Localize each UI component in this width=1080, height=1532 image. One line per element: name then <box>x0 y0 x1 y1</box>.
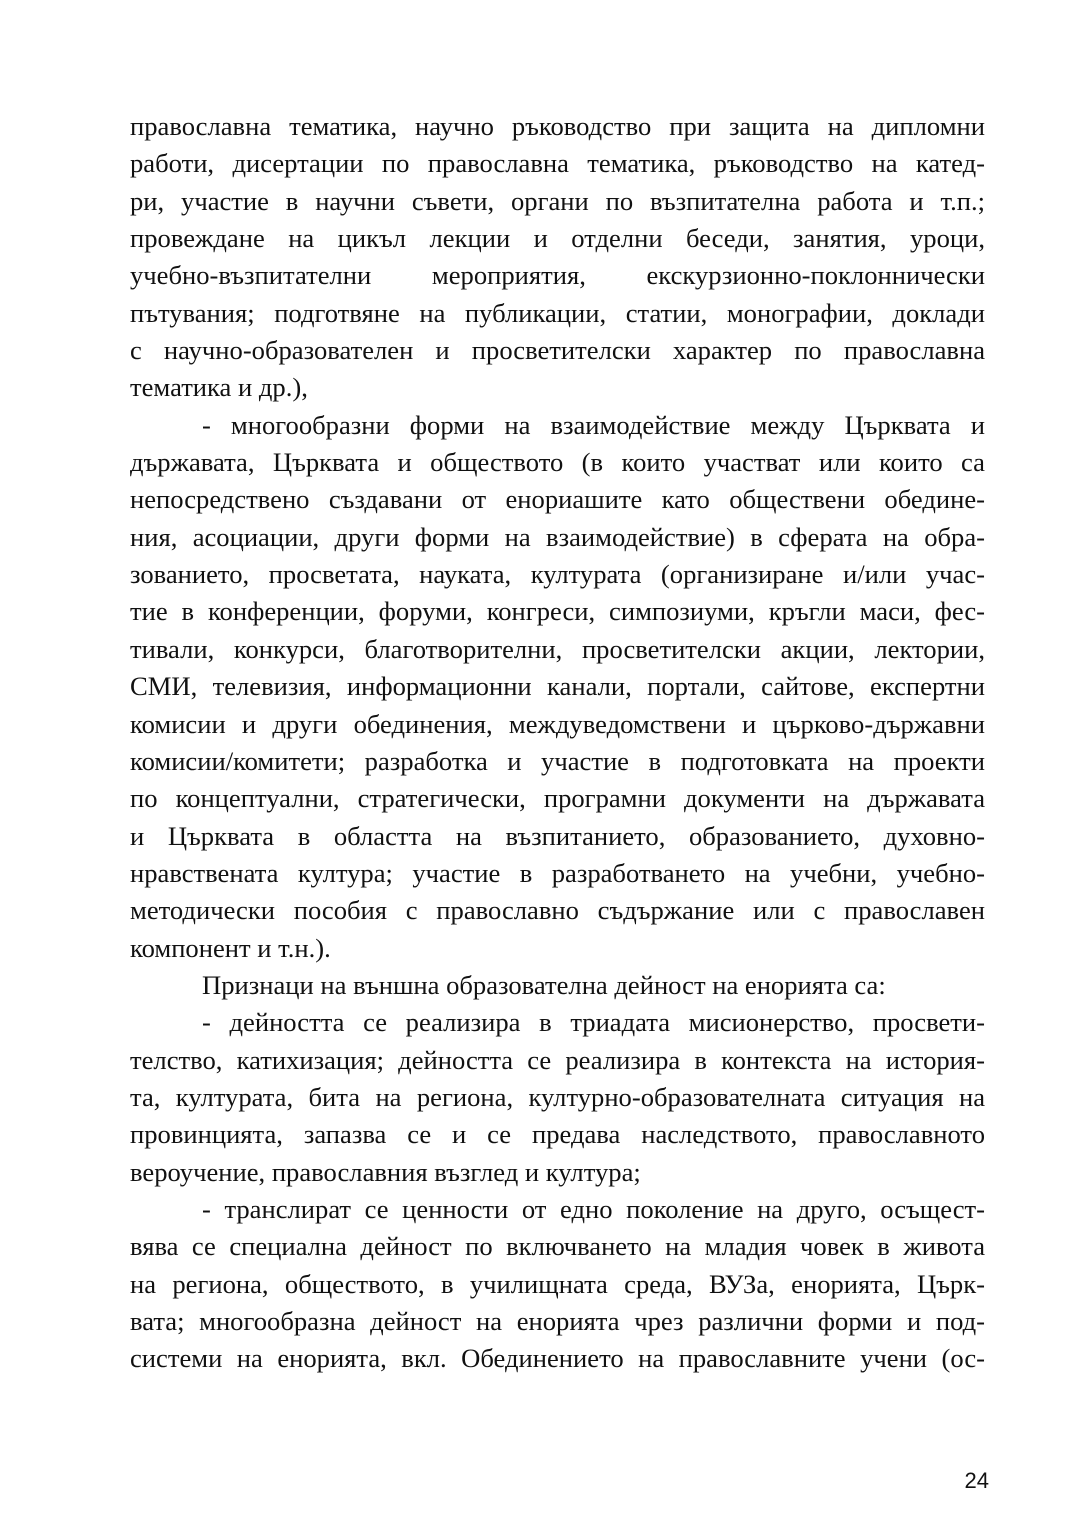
text-line: учебно-възпитателни мероприятия, екскурзионно-поклоннически <box>130 260 985 291</box>
text-line: - дейността се реализира в триадата мисионерство, просвети- <box>202 1007 985 1038</box>
text-line: вява се специална дейност по включването на младия човек в живота <box>130 1231 985 1262</box>
text-line: на региона, обществото, в училищната среда, ВУЗа, енорията, Църк- <box>130 1268 985 1299</box>
text-line: та, културата, бита на региона, културно-образователната ситуация на <box>130 1081 985 1112</box>
text-line: тематика и др.), <box>130 372 308 403</box>
text-line: - многообразни форми на взаимодействие между Църквата и <box>202 409 985 440</box>
text-line: - транслират се ценности от едно поколение на друго, осъщест- <box>202 1193 985 1224</box>
paragraph <box>130 407 985 967</box>
text-line: Признаци на външна образователна дейност на енорията са: <box>202 969 886 1000</box>
text-line: СМИ, телевизия, информационни канали, портали, сайтове, експертни <box>130 671 985 702</box>
text-line: методически пособия с православно съдържание или с православен <box>130 895 985 926</box>
text-line: държавата, Църквата и обществото (в които участват или които са <box>130 447 985 478</box>
paragraph <box>130 967 985 1004</box>
paragraph <box>130 1004 985 1191</box>
text-line: по концептуални, стратегически, програмни документи на държавата <box>130 783 985 814</box>
text-line: компонент и т.н.). <box>130 932 331 963</box>
text-line: провинцията, запазва се и се предава наследството, православното <box>130 1119 985 1150</box>
text-line: пътувания; подготвяне на публикации, статии, монографии, доклади <box>130 297 985 328</box>
text-line: вата; многообразна дейност на енорията чрез различни форми и под- <box>130 1306 985 1336</box>
text-line: тивали, конкурси, благотворителни, просветителски акции, лектории, <box>130 633 985 664</box>
text-line: зованието, просветата, науката, културата (организиране и/или учас- <box>130 559 985 590</box>
text-line: комисии и други обединения, междуведомствени и църково-държавни <box>130 708 985 739</box>
text-line: комисии/комитети; разработка и участие в подготовката на проекти <box>130 745 985 776</box>
text-line: системи на енорията, вкл. Обединението на православните учени (ос- <box>130 1343 985 1374</box>
text-line: ри, участие в научни съвети, органи по възпитателна работа и т.п.; <box>130 185 985 216</box>
text-line: работи, дисертации по православна тематика, ръководство на катед- <box>130 148 985 179</box>
text-line: телство, катихизация; дейността се реализира в контекста на история- <box>130 1044 985 1075</box>
paragraph <box>130 1191 985 1378</box>
text-line: православна тематика, научно ръководство при защита на дипломни <box>130 111 985 141</box>
text-line: провеждане на цикъл лекции и отделни беседи, занятия, уроци, <box>130 223 985 254</box>
text-line: вероучение, православния възглед и култура; <box>130 1156 641 1187</box>
text-line: с научно-образователен и просветителски характер по православна <box>130 335 985 366</box>
text-line: и Църквата в областта на възпитанието, образованието, духовно- <box>130 820 985 851</box>
paragraph <box>130 108 985 407</box>
page-number: 24 <box>964 1468 989 1493</box>
text-line: нравствената култура; участие в разработването на учебни, учебно- <box>130 857 985 888</box>
text-line: непосредствено създавани от енориашите като обществени обедине- <box>130 484 985 515</box>
document-body <box>130 108 985 1378</box>
text-line: ния, асоциации, други форми на взаимодействие) в сферата на обра- <box>130 521 985 552</box>
text-line: тие в конференции, форуми, конгреси, симпозиуми, кръгли маси, фес- <box>130 596 985 627</box>
